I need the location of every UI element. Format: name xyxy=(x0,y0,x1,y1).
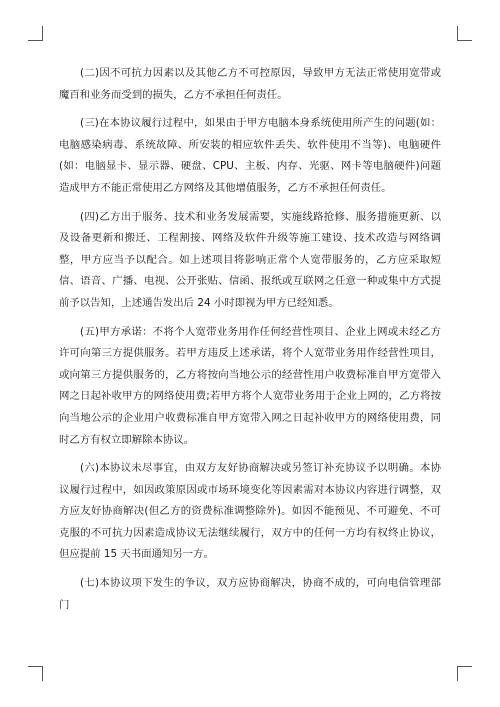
clause-2-paragraph: (二)因不可抗力因素以及其他乙方不可控原因，导致甲方无法正常使用宽带或魔百和业务而受到的损失，乙方不承担任何责任。 xyxy=(59,67,441,101)
crop-mark-bottom-left xyxy=(28,666,43,681)
clause-5-paragraph: (五)甲方承诺：不将个人宽带业务用作任何经营性项目、企业上网或未经乙方许可向第三方提供服务。若甲方违反上述承诺，将个人宽带业务用作经营性项目，或向第三方提供服务的，乙方将按向当地公示的经营性用户收费标准自甲方宽带入网之日起补收甲方的网络使用费;若甲方将个人宽带业务用于企业上网的，乙方将按向当地公示的企业用户收费标准自甲方宽带入网之日起补收甲方的网络使用费，同时乙方有权立即解除本协议。 xyxy=(59,325,441,446)
document-body xyxy=(59,63,441,623)
crop-mark-top-right xyxy=(457,26,472,41)
crop-mark-bottom-right xyxy=(457,666,472,681)
crop-mark-top-left xyxy=(28,26,43,41)
clause-3-paragraph: (三)在本协议履行过程中，如果由于甲方电脑本身系统使用所产生的问题(如：电脑感染病毒、系统故障、所安装的相应软件丢失、软件使用不当等)、电脑硬件(如：电脑显卡、显示器、硬盘、CPU、主板、内存、光驱、网卡等电脑硬件)问题造成甲方不能正常使用乙方网络及其他增值服务，乙方不承担任何责任。 xyxy=(59,117,441,194)
clause-7-paragraph: (七)本协议项下发生的争议，双方应协商解决，协商不成的，可向电信管理部门 xyxy=(59,577,441,611)
clause-6-paragraph: (六)本协议未尽事宜，由双方友好协商解决或另签订补充协议予以明确。本协议履行过程中，如因政策原因或市场环境变化等因素需对本协议内容进行调整，双方应友好协商解决(但乙方的资费标准调整除外)。如因不能预见、不可避免、不可克服的不可抗力因素造成协议无法继续履行，双方中的任何一方均有权终止协议，但应提前 15 天书面通知另一方。 xyxy=(59,462,441,561)
clause-4-paragraph: (四)乙方出于服务、技术和业务发展需要，实施线路抢修、服务措施更新、以及设备更新和搬迁、工程割接、网络及软件升级等施工建设、技术改造与网络调整，甲方应当予以配合。如上述项目将影响正常个人宽带服务的，乙方应采取短信、语音、广播、电视、公开张贴、信函、报纸或互联网之任意一种或集中方式提前予以告知，上述通告发出后 24 小时即视为甲方已经知悉。 xyxy=(59,210,441,309)
